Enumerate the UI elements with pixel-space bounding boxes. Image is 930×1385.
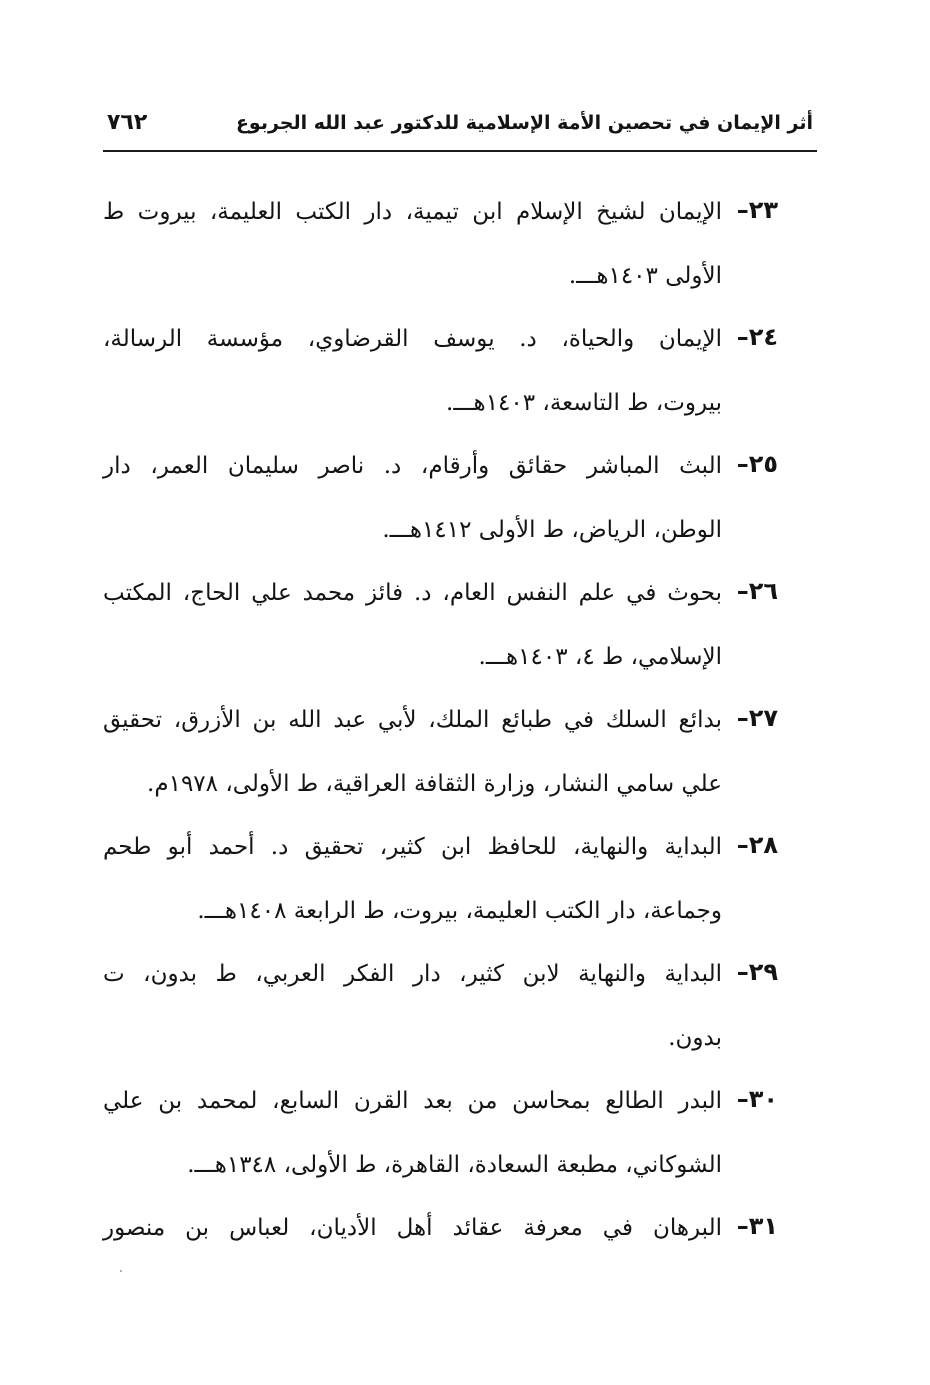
entry-line: بدون. [668,1025,722,1051]
scan-speck [120,1270,122,1272]
entry-line: الإسلامي، ط ٤، ١٤٠٣هـــ. [478,644,722,670]
entry-line: بيروت، ط التاسعة، ١٤٠٣هـــ. [446,390,722,416]
entry-number: ٢٦– [736,577,778,605]
header-title: أثر الإيمان في تحصين الأمة الإسلامية للدكتور عبد الله الجربوع [235,112,813,134]
entry-number: ٢٣– [736,196,778,224]
bibliography-entry-30 [103,1079,778,1206]
bibliography-entry-26 [103,571,778,698]
entry-line: البث المباشر حقائق وأرقام، د. ناصر سليمان العمر، دار [103,453,722,479]
entry-line: البداية والنهاية لابن كثير، دار الفكر العربي، ط بدون، ت [103,961,722,987]
entry-line: علي سامي النشار، وزارة الثقافة العراقية، ط الأولى، ١٩٧٨م. [147,771,722,797]
bibliography-entry-27 [103,698,778,825]
entry-line: البرهان في معرفة عقائد أهل الأديان، لعباس بن منصور [103,1215,722,1241]
entry-line: البدر الطالع بمحاسن من بعد القرن السابع، لمحمد بن علي [103,1088,722,1114]
entry-line: بحوث في علم النفس العام، د. فائز محمد علي الحاج، المكتب [103,580,722,606]
bibliography-entry-23 [103,190,778,317]
entry-number: ٢٨– [736,831,778,859]
bibliography-list [103,190,778,1266]
bibliography-entry-31 [103,1206,778,1266]
bibliography-entry-28 [103,825,778,952]
entry-line: الشوكاني، مطبعة السعادة، القاهرة، ط الأولى، ١٣٤٨هـــ. [187,1152,722,1178]
entry-number: ٢٥– [736,450,778,478]
running-header [103,104,817,152]
entry-line: الإيمان لشيخ الإسلام ابن تيمية، دار الكتب العليمة، بيروت ط [103,199,722,225]
entry-line: بدائع السلك في طبائع الملك، لأبي عبد الله بن الأزرق، تحقيق [103,707,722,733]
entry-line: البداية والنهاية، للحافظ ابن كثير، تحقيق د. أحمد أبو طحم [103,834,722,860]
entry-line: وجماعة، دار الكتب العليمة، بيروت، ط الرابعة ١٤٠٨هـــ. [197,898,722,924]
entry-number: ٣٠– [736,1085,778,1113]
entry-number: ٢٩– [736,958,778,986]
entry-line: الوطن، الرياض، ط الأولى ١٤١٢هـــ. [382,517,722,543]
entry-line: الإيمان والحياة، د. يوسف القرضاوي، مؤسسة الرسالة، [103,326,722,352]
entry-number: ٣١– [736,1212,778,1240]
entry-number: ٢٤– [736,323,778,351]
bibliography-entry-24 [103,317,778,444]
page-number: ٧٦٢ [107,110,148,135]
entry-number: ٢٧– [736,704,778,732]
bibliography-entry-29 [103,952,778,1079]
bibliography-entry-25 [103,444,778,571]
entry-line: الأولى ١٤٠٣هـــ. [568,263,722,289]
